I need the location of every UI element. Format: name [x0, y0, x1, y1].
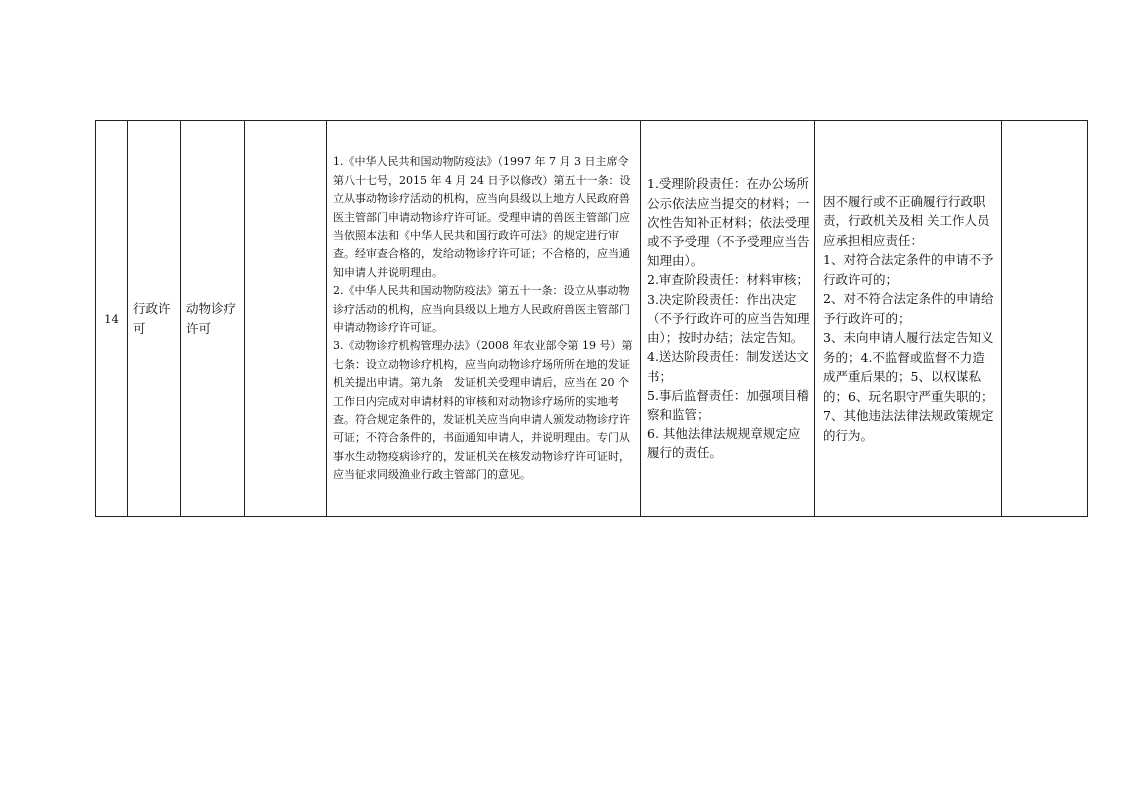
duty-item: 5.事后监督责任：加强项目稽察和监管； — [647, 387, 809, 422]
item-name-cell — [181, 121, 245, 517]
accountability-cell — [815, 121, 1002, 517]
legal-basis-cell — [327, 121, 641, 517]
item-name-text: 动物诊疗许可 — [186, 300, 237, 336]
row-number: 14 — [104, 311, 119, 326]
legal-basis-paragraph: 2.《中华人民共和国动物防疫法》第五十一条：设立从事动物诊疗活动的机构，应当向县级以上地方人民政府兽医主管部门申请动物诊疗许可证。 — [333, 284, 630, 334]
table-row — [96, 121, 1088, 517]
duty-item: 1.受理阶段责任：在办公场所公示依法应当提交的材料；一次性告知补正材料；依法受理或不予受理（不予受理应当告知理由）。 — [647, 176, 810, 269]
duty-item: 6. 其他法律法规规章规定应履行的责任。 — [647, 426, 801, 461]
accountability-item: 2、对不符合法定条件的申请给予行政许可的； — [823, 291, 994, 326]
row-number-cell — [96, 121, 128, 517]
legal-basis-paragraph: 3.《动物诊疗机构管理办法》（2008 年农业部令第 19 号）第七条：设立动物诊疗机构，应当向动物诊疗场所所在地的发证机关提出申请。第九条 发证机关受理申请后，应当在 20 个工作日内完成对申请材料的审核和对动物诊疗场所的实地考查。符合规定条件的，发证机关应当向申请人颁发动物诊疗许可证；不符合条件的，书面通知申请人，并说明理由。专门从事水生动物疫病诊疗的，发证机关在核发动物诊疗许可证时，应当征求同级渔业行政主管部门的意见。 — [333, 339, 633, 482]
duty-item: 2.审查阶段责任：材料审核； — [647, 272, 809, 288]
duty-cell — [641, 121, 815, 517]
duty-item: 3.决定阶段责任：作出决定（不予行政许可的应当告知理由）；按时办结；法定告知。 — [647, 291, 810, 346]
legal-basis-paragraph: 1.《中华人民共和国动物防疫法》（1997 年 7 月 3 日主席令第八十七号，2015 年 4 月 24 日予以修改）第五十一条：设立从事动物诊疗活动的机构，应当向县级以上地方人民政府兽医主管部门申请动物诊疗许可证。受理申请的兽医主管部门应当依照本法和《中华人民共和国行政许可法》的规定进行审查。经审查合格的，发给动物诊疗许可证；不合格的，应当通知申请人并说明理由。 — [333, 155, 631, 279]
remark-cell — [1002, 121, 1088, 517]
category-text: 行政许可 — [133, 300, 171, 336]
item-code-cell — [245, 121, 327, 517]
accountability-item: 因不履行或不正确履行行政职责，行政机关及相 关工作人员应承担相应责任： — [823, 193, 990, 248]
duty-item: 4.送达阶段责任：制发送达文书； — [647, 349, 809, 384]
category-cell — [128, 121, 181, 517]
accountability-item: 1、对符合法定条件的申请不予行政许可的； — [823, 252, 994, 287]
responsibility-table — [95, 120, 1088, 517]
accountability-item: 3、未向申请人履行法定告知义务的；4.不监督或监督不力造成严重后果的；5、以权谋私的；6、玩名职守严重失职的；7、其他违法法律法规政策规定的行为。 — [823, 330, 994, 443]
